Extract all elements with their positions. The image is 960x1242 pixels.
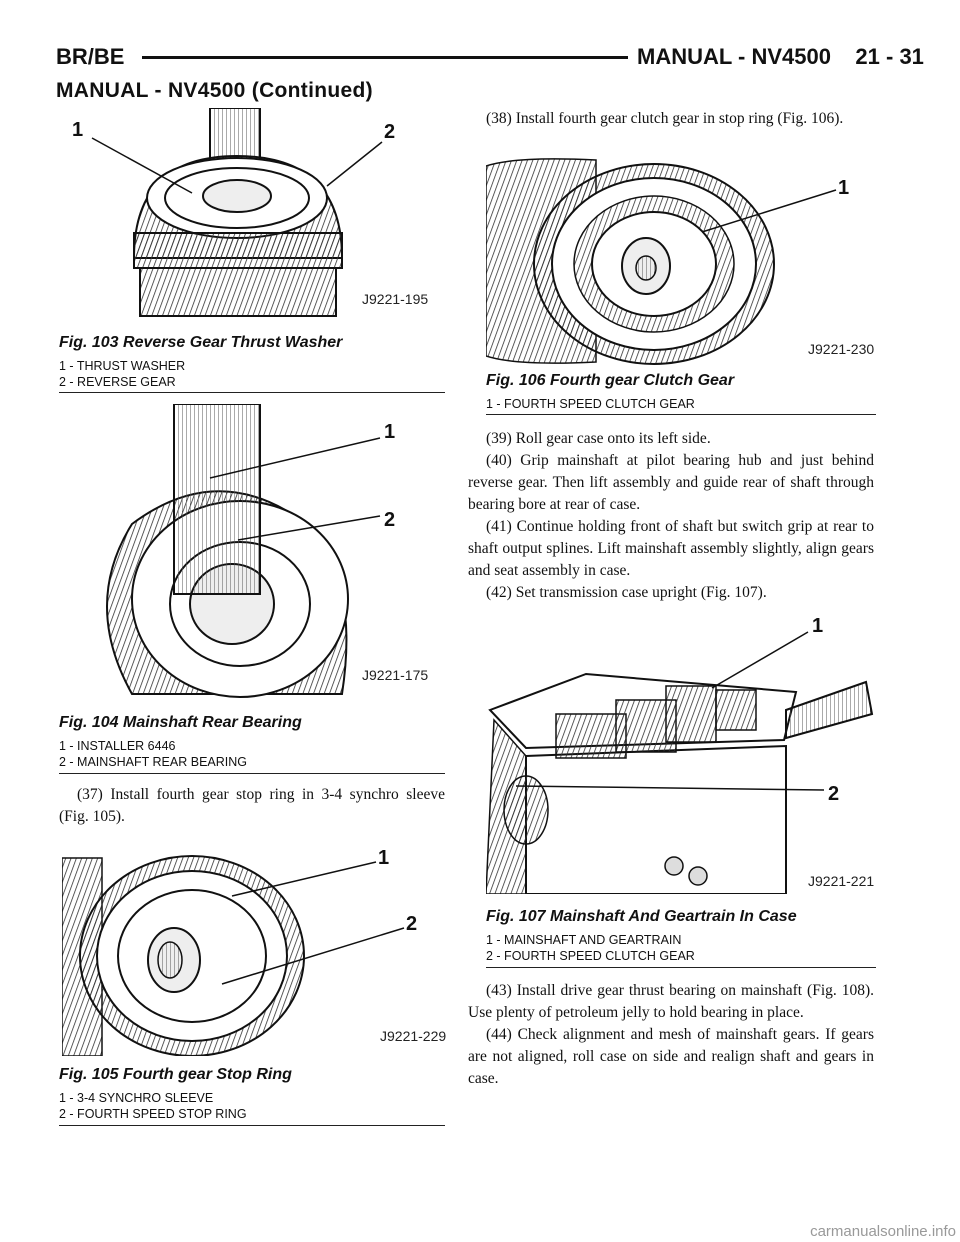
fig-106-legend-1: 1 - FOURTH SPEED CLUTCH GEAR: [486, 397, 695, 411]
fig-104-legend-1: 1 - INSTALLER 6446: [59, 739, 176, 753]
fig-105-callout-2: 2: [406, 913, 418, 935]
fig-104-legend-2: 2 - MAINSHAFT REAR BEARING: [59, 755, 247, 769]
fig-105-illustration: [62, 838, 452, 1056]
step-44: (44) Check alignment and mesh of mainshaft gears. If gears are not aligned, roll case on side and realign shaft and gears in case.: [468, 1026, 874, 1087]
fig-104-callout-1: 1: [384, 421, 396, 443]
fig-107-legend-2: 2 - FOURTH SPEED CLUTCH GEAR: [486, 949, 695, 963]
fig-105-legend: [59, 1090, 247, 1122]
header-rule: [142, 56, 628, 59]
fig-106-legend: [486, 396, 695, 412]
fig-106-illustration: [486, 156, 876, 366]
fig-103-callout-1: 1: [72, 119, 84, 141]
fig-103-legend-1: 1 - THRUST WASHER: [59, 359, 186, 373]
step-43: (43) Install drive gear thrust bearing on mainshaft (Fig. 108). Use plenty of petroleum jelly to hold bearing in place.: [468, 982, 874, 1021]
fig-104-code: J9221-175: [362, 667, 429, 683]
steps-43-44: [468, 980, 874, 1090]
header-right: MANUAL - NV4500 21 - 31: [637, 44, 924, 69]
fig-106-rule: [486, 414, 876, 415]
fig-107-illustration: [486, 610, 876, 894]
step-40: (40) Grip mainshaft at pilot bearing hub and just behind reverse gear. Then lift assembly and guide rear of shaft through bearing bore at rear of case.: [468, 452, 874, 513]
fig-105-legend-2: 2 - FOURTH SPEED STOP RING: [59, 1107, 247, 1121]
fig-105-rule: [59, 1125, 445, 1126]
step-38: (38) Install fourth gear clutch gear in stop ring (Fig. 106).: [486, 110, 844, 127]
fig-104-callout-2: 2: [384, 509, 396, 531]
fig-103-legend: [59, 358, 185, 390]
fig-107-callout-2: 2: [828, 783, 840, 805]
section-title: MANUAL - NV4500 (Continued): [56, 79, 373, 102]
fig-107-caption: Fig. 107 Mainshaft And Geartrain In Case: [486, 908, 797, 925]
fig-107-rule: [486, 967, 876, 968]
fig-104-illustration: [62, 404, 452, 710]
fig-104-legend: [59, 738, 247, 770]
fig-103-rule: [59, 392, 445, 393]
fig-107-legend-1: 1 - MAINSHAFT AND GEARTRAIN: [486, 933, 682, 947]
fig-106-caption: Fig. 106 Fourth gear Clutch Gear: [486, 372, 735, 389]
header-left: BR/BE: [56, 44, 125, 69]
watermark: carmanualsonline.info: [810, 1223, 956, 1240]
fig-105-callout-1: 1: [378, 847, 390, 869]
fig-107-code: J9221-221: [808, 873, 875, 889]
fig-103-illustration: [62, 108, 452, 330]
fig-107-legend: [486, 932, 695, 964]
fig-103-callout-2: 2: [384, 121, 396, 143]
fig-105-code: J9221-229: [380, 1028, 447, 1044]
fig-104-caption: Fig. 104 Mainshaft Rear Bearing: [59, 714, 302, 731]
step-42: (42) Set transmission case upright (Fig. 107).: [486, 584, 767, 601]
step-39: (39) Roll gear case onto its left side.: [486, 430, 711, 447]
steps-39-42: [468, 428, 874, 604]
fig-105-legend-1: 1 - 3-4 SYNCHRO SLEEVE: [59, 1091, 214, 1105]
fig-106-callout-1: 1: [838, 177, 850, 199]
step-37: (37) Install fourth gear stop ring in 3-4 synchro sleeve (Fig. 105).: [59, 786, 445, 825]
fig-107-callout-1: 1: [812, 615, 824, 637]
fig-105-caption: Fig. 105 Fourth gear Stop Ring: [59, 1066, 292, 1083]
fig-103-legend-2: 2 - REVERSE GEAR: [59, 375, 176, 389]
step-41: (41) Continue holding front of shaft but switch grip at rear to shaft output splines. Lift mainshaft assembly slightly, align gears and seat assembly in case.: [468, 518, 874, 579]
fig-103-code: J9221-195: [362, 291, 429, 307]
fig-103-caption: Fig. 103 Reverse Gear Thrust Washer: [59, 334, 343, 351]
fig-104-rule: [59, 773, 445, 774]
fig-106-code: J9221-230: [808, 341, 875, 357]
